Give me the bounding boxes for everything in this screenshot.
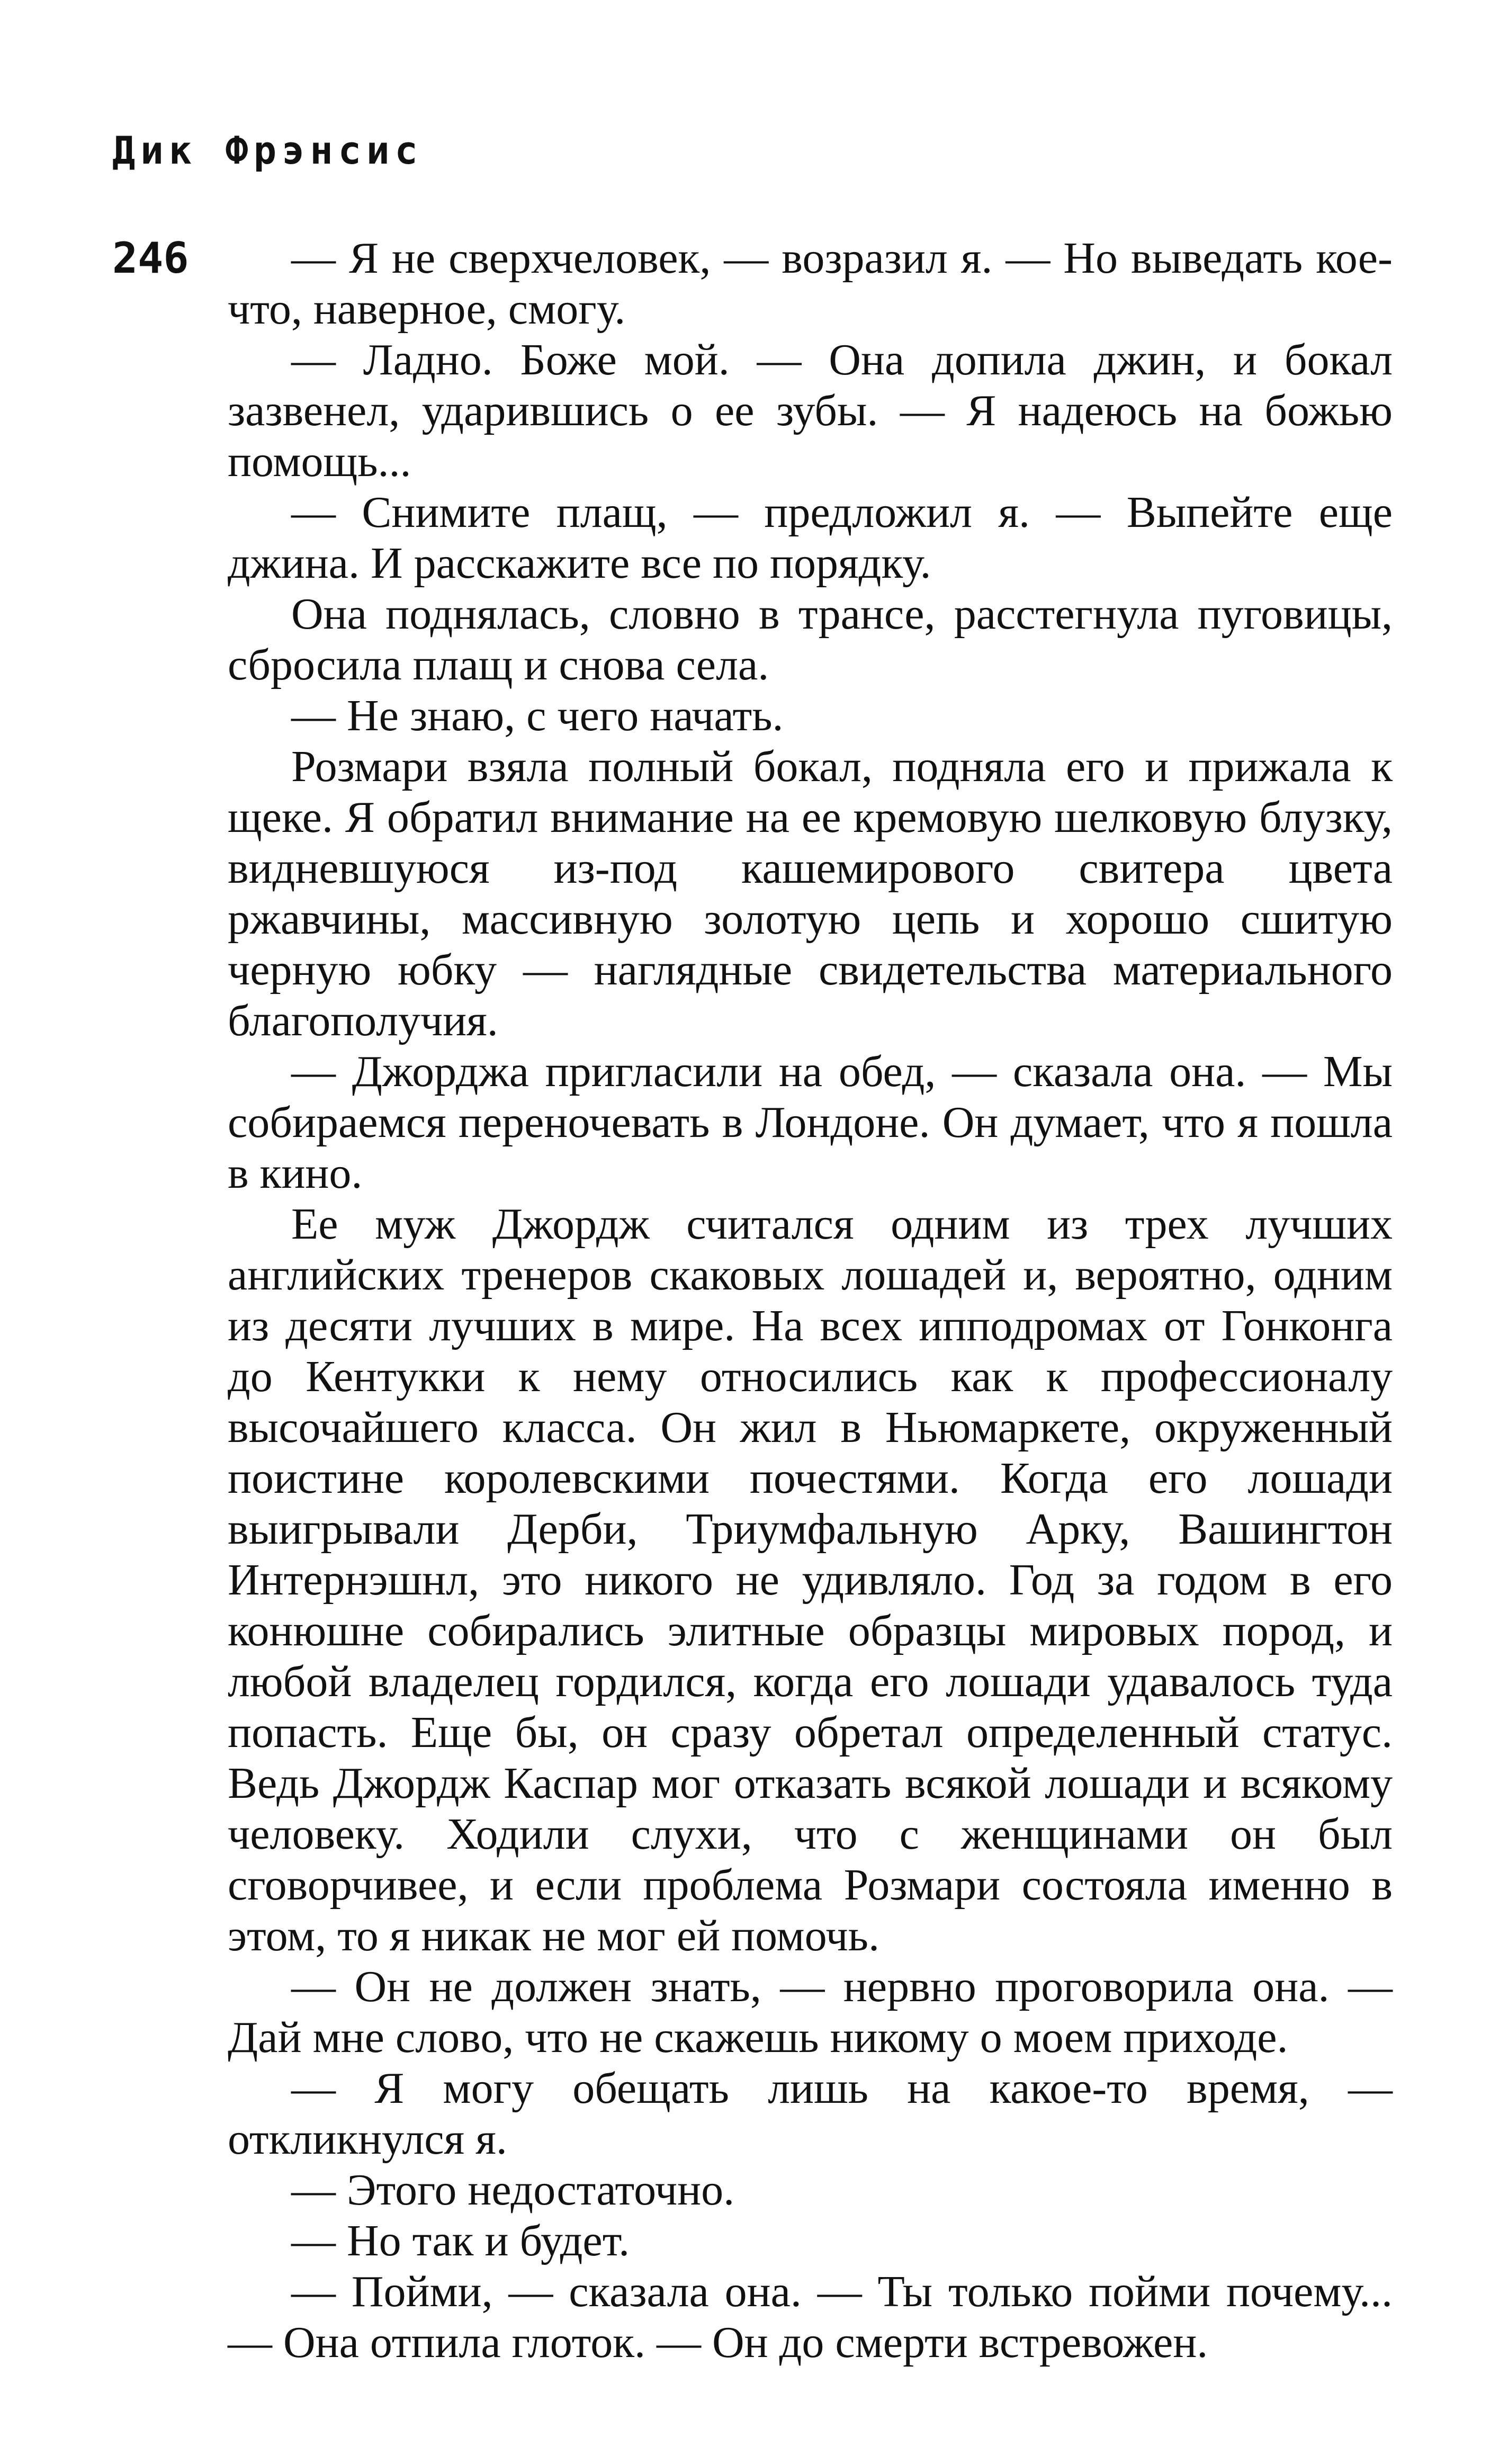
paragraph: — Этого недостаточно. bbox=[291, 2165, 735, 2215]
paragraph: Розмари взяла полный бокал, подняла его и прижала к щеке. Я обратил внимание на ее кремовую шелковую блузку, видневшуюся из-под кашемирового свитера цвета ржавчины, массивную золотую цепь и хорошо сшитую черную юбку — наглядные свидетельства материального благополучия. bbox=[228, 742, 1393, 1045]
paragraph: — Я не сверхчеловек, — возразил я. — Но выведать кое-что, наверное, смогу. bbox=[228, 234, 1393, 334]
page-number: 246 bbox=[112, 234, 189, 283]
running-head: Дик Фрэнсис bbox=[112, 128, 423, 173]
paragraph: — Не знаю, с чего начать. bbox=[291, 691, 784, 740]
paragraph: — Но так и будет. bbox=[291, 2216, 630, 2265]
body-text bbox=[228, 233, 1393, 2368]
paragraph: — Я могу обещать лишь на какое-то время, — откликнулся я. bbox=[228, 2064, 1393, 2164]
paragraph: Она поднялась, словно в трансе, расстегнула пуговицы, сбросила плащ и снова села. bbox=[228, 589, 1393, 689]
paragraph: — Он не должен знать, — нервно проговорила она. — Дай мне слово, что не скажешь никому о моем приходе. bbox=[228, 1962, 1393, 2062]
paragraph: — Ладно. Боже мой. — Она допила джин, и бокал зазвенел, ударившись о ее зубы. — Я надеюсь на божью помощь... bbox=[228, 335, 1393, 486]
paragraph: Ее муж Джордж считался одним из трех лучших английских тренеров скаковых лошадей и, вероятно, одним из десяти лучших в мире. На всех ипподромах от Гонконга до Кентукки к нему относились как к профессионалу высочайшего класса. Он жил в Ньюмаркете, окруженный поистине королевскими почестями. Когда его лошади выигрывали Дерби, Триумфальную Арку, Вашингтон Интернэшнл, это никого не удивляло. Год за годом в его конюшне собирались элитные образцы мировых пород, и любой владелец гордился, когда его лошади удавалось туда попасть. Еще бы, он сразу обретал определенный статус. Ведь Джордж Каспар мог отказать всякой лошади и всякому человеку. Ходили слухи, что с женщинами он был сговорчивее, и если проблема Розмари состояла именно в этом, то я никак не мог ей помочь. bbox=[228, 1199, 1393, 1960]
paragraph: — Снимите плащ, — предложил я. — Выпейте еще джина. И расскажите все по порядку. bbox=[228, 488, 1393, 588]
paragraph: — Пойми, — сказала она. — Ты только пойми почему... — Она отпила глоток. — Он до смерти встревожен. bbox=[228, 2267, 1393, 2367]
paragraph: — Джорджа пригласили на обед, — сказала она. — Мы собираемся переночевать в Лондоне. Он думает, что я пошла в кино. bbox=[228, 1047, 1393, 1198]
